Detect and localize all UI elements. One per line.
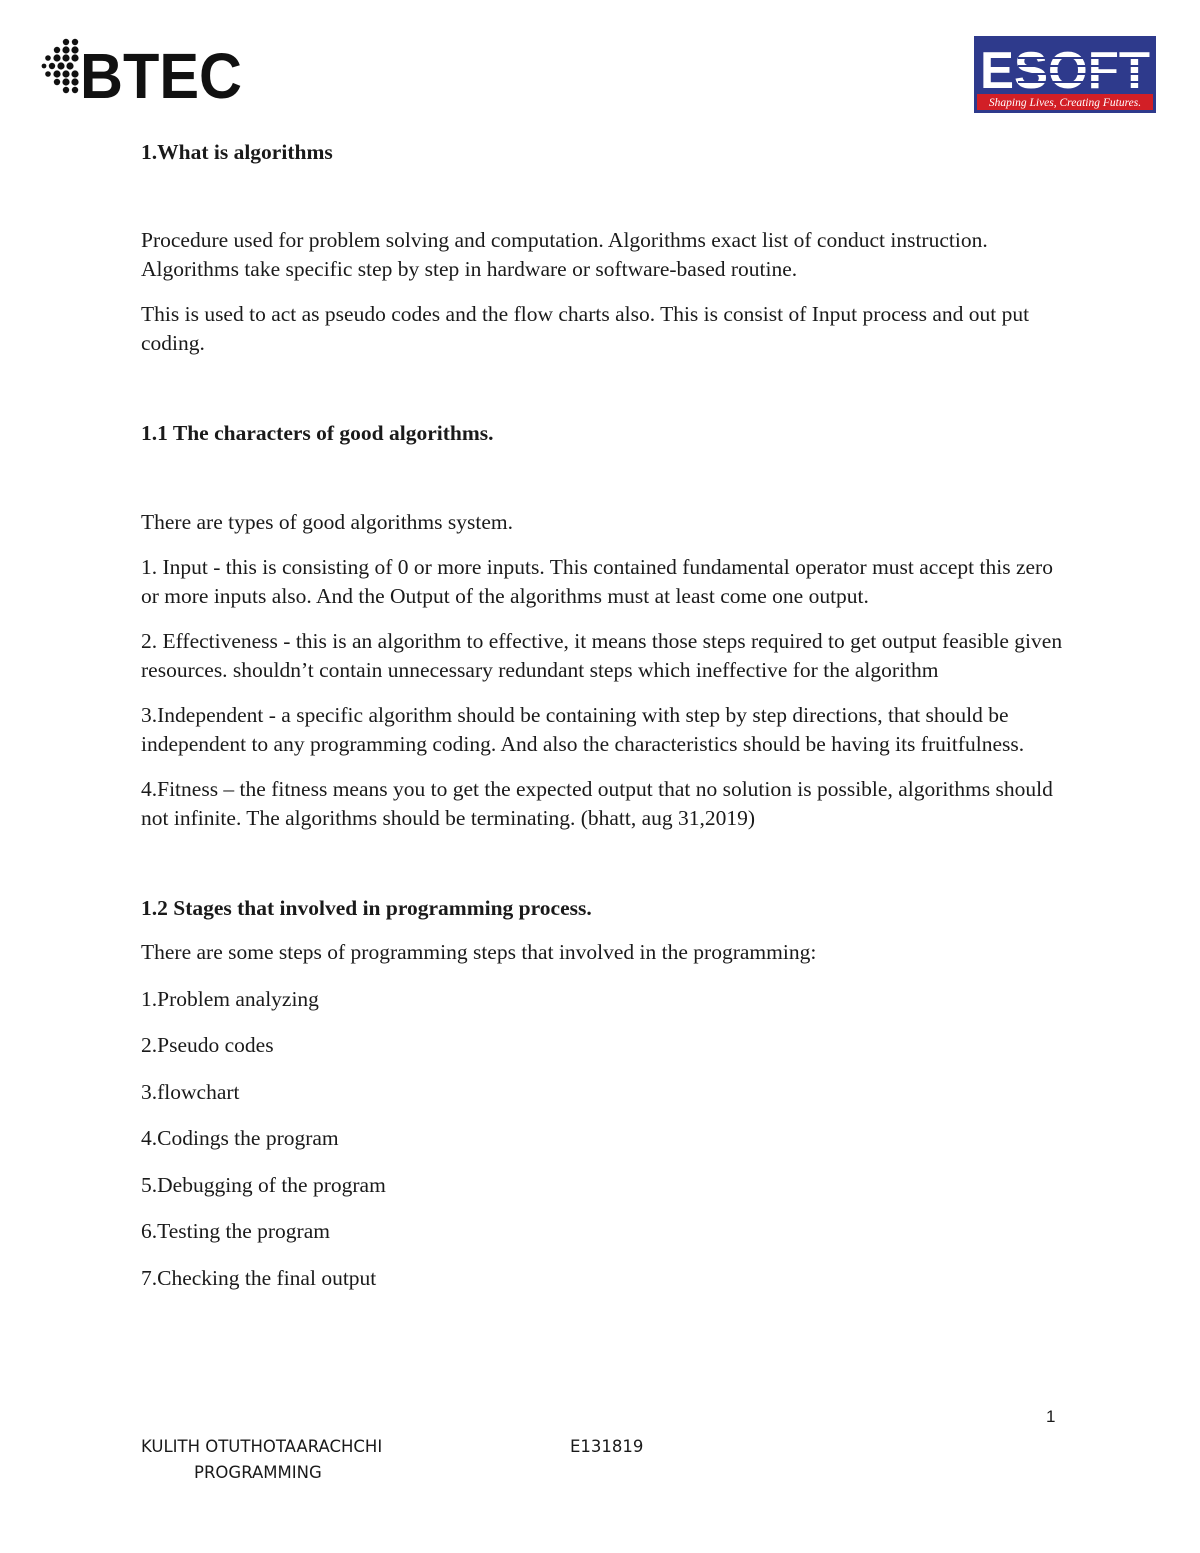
- list-item: 3.Independent - a specific algorithm should be containing with step by step directions, that should be independent to any programming coding. And also the characteristics should be having its fruitfulness.: [141, 702, 1025, 756]
- section-heading-good-algorithms: 1.1 The characters of good algorithms.: [141, 420, 494, 445]
- list-item: 3.flowchart: [141, 1079, 240, 1104]
- list-item: 2.Pseudo codes: [141, 1033, 274, 1057]
- list-item: 5.Debugging of the program: [141, 1172, 386, 1197]
- list-item: 4.Fitness – the fitness means you to get the expected output that no solution is possible, algorithms should not infinite. The algorithms should be terminating. (bhatt, aug 31,2019): [141, 776, 1053, 830]
- list-item: 4.Codings the program: [141, 1126, 339, 1150]
- list-item: 6.Testing the program: [141, 1219, 330, 1243]
- document-body: [141, 138, 1071, 1310]
- section-heading-algorithms: 1.What is algorithms: [141, 140, 333, 164]
- footer-author-block: [141, 1434, 382, 1486]
- esoft-logo-text: ESOFT: [980, 42, 1151, 100]
- paragraph: There are some steps of programming steps that involved in the programming:: [141, 940, 817, 964]
- esoft-logo-graphic: [974, 36, 1156, 113]
- list-item: 2. Effectiveness - this is an algorithm to effective, it means those steps required to get output feasible given resources. shouldn’t contain unnecessary redundant steps which ineffective for the algorithm: [141, 628, 1063, 682]
- list-item: 1.Problem analyzing: [141, 986, 319, 1011]
- section-heading-programming-stages: 1.2 Stages that involved in programming process.: [141, 895, 592, 920]
- btec-logo: [40, 34, 245, 104]
- footer-subject: PROGRAMMING: [194, 1463, 322, 1482]
- paragraph: Procedure used for problem solving and computation. Algorithms exact list of conduct instruction. Algorithms take specific step by step in hardware or software-based routine.: [141, 227, 988, 281]
- paragraph: There are types of good algorithms system.: [141, 510, 513, 534]
- footer-author: KULITH OTUTHOTAARACHCHI: [141, 1437, 383, 1456]
- btec-logo-graphic: [40, 34, 245, 104]
- btec-logo-text: BTEC: [80, 40, 242, 104]
- page-number: 1: [1046, 1407, 1056, 1426]
- footer-student-id: E131819: [570, 1437, 644, 1456]
- paragraph: This is used to act as pseudo codes and the flow charts also. This is consist of Input process and out put coding.: [141, 301, 1030, 355]
- esoft-logo: [974, 36, 1156, 113]
- esoft-tagline: Shaping Lives, Creating Futures.: [988, 97, 1142, 109]
- list-item: 7.Checking the final output: [141, 1265, 377, 1290]
- list-item: 1. Input - this is consisting of 0 or more inputs. This contained fundamental operator must accept this zero or more inputs also. And the Output of the algorithms must at least come one output.: [141, 554, 1053, 608]
